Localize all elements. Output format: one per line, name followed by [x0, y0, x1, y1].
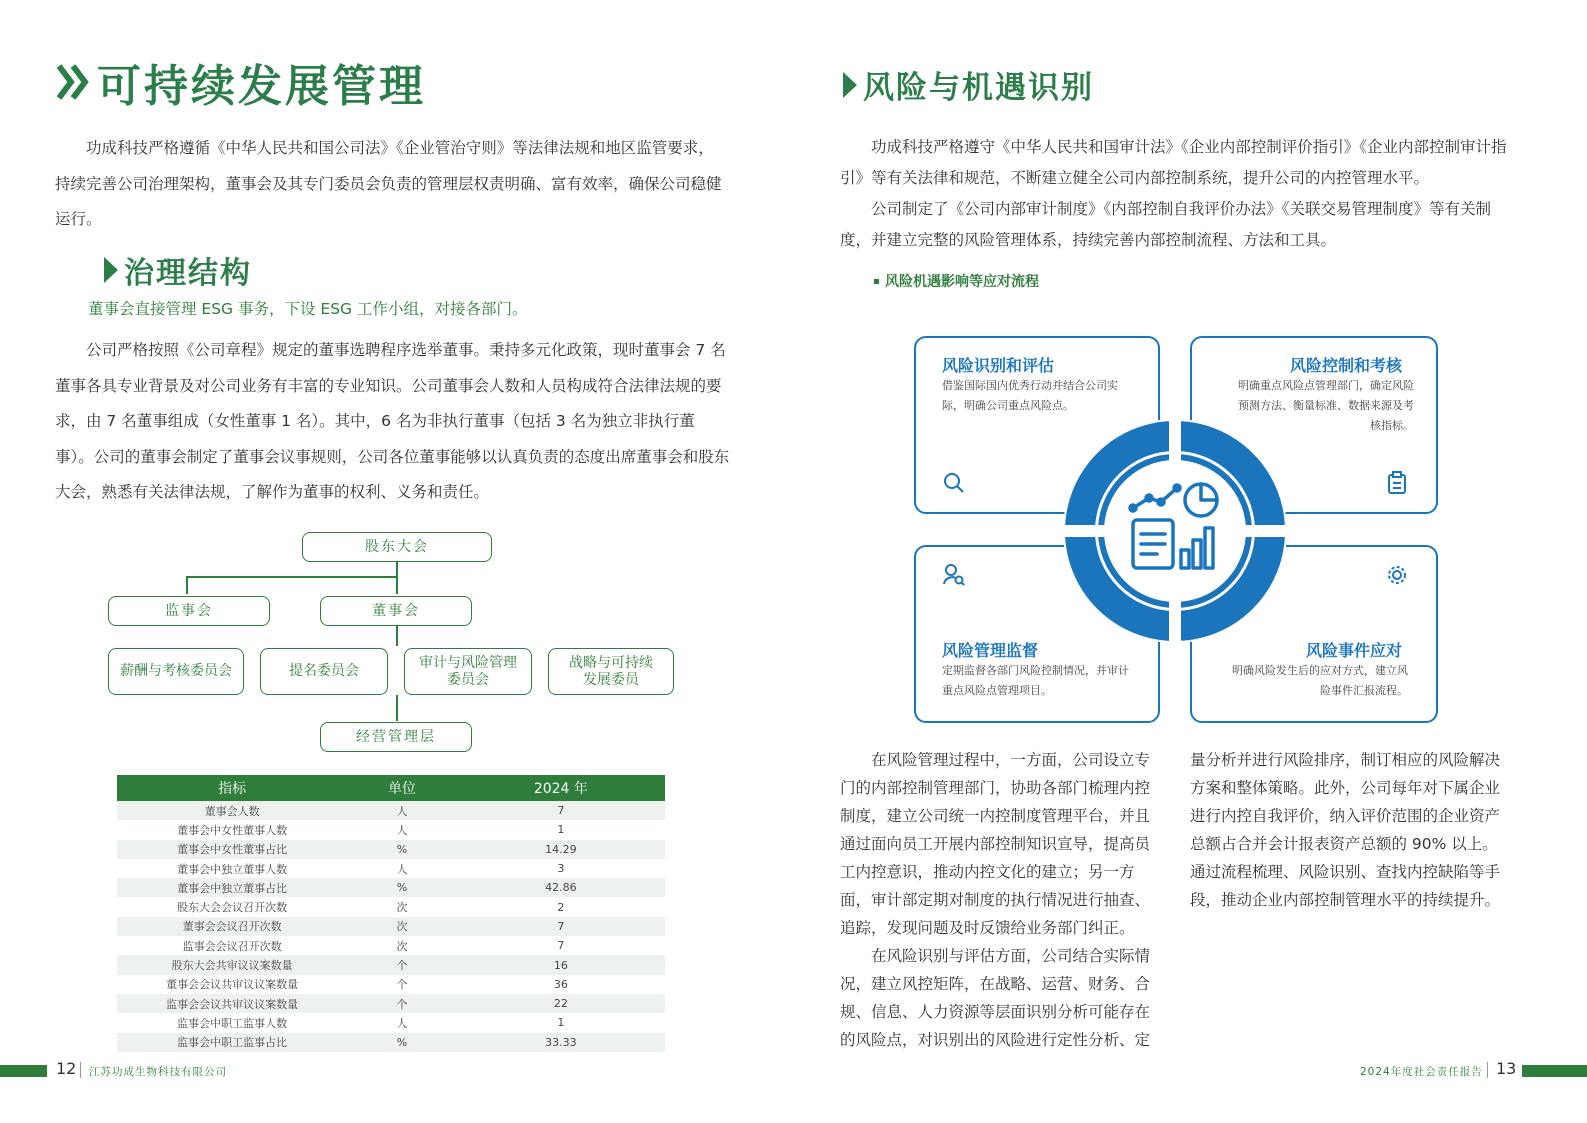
card-title-supervision: 风险管理监督 [942, 641, 1039, 660]
report-title: 2024年度社会责任报告 [1360, 1066, 1483, 1078]
table-row [117, 801, 665, 820]
unit-cell: % [347, 878, 457, 897]
value-cell: 36 [553, 977, 568, 991]
value-cell: 16 [457, 955, 665, 974]
clipboard-icon [1386, 471, 1408, 495]
table-row [117, 936, 665, 955]
value-cell: 1 [557, 1016, 565, 1030]
governance-indicator-table [117, 775, 665, 1052]
gear-icon [1385, 563, 1409, 587]
org-supervisors: 监事会 [108, 596, 270, 626]
indicator-name-cell: 股东大会会议召开次数 [177, 901, 288, 915]
unit-cell: 次 [396, 939, 408, 953]
footer-divider [1487, 1062, 1488, 1078]
indicator-name-cell: 监事会会议共审议议案数量 [117, 994, 347, 1013]
risk-column-2: 量分析并进行风险排序，制订相应的风险解决方案和整体策略。此外，公司每年对下属企业进行内控自我评价，纳入评价范围的企业资产总额占合并会计报表资产总额的 90% 以上。通过流程梳理、风险识别、查找内控缺陷等手段，推动企业内部控制管理水平的持续提升。 [1190, 751, 1501, 909]
table-header: 2024 年 [457, 775, 665, 801]
value-cell: 2 [557, 900, 565, 914]
board-paragraph: 公司严格按照《公司章程》规定的董事选聘程序选举董事。秉持多元化政策，现时董事会 7 名董事各具专业背景及对公司业务有丰富的专业知识。公司董事会人数和人员构成符合法律法规的要求，由 7 名董事组成（女性董事 1 名）。其中，6 名为非执行董事（包括 3 名为独立非执行董事）。公司的董事会制定了董事会议事规则，公司各位董事能够以认真负责的态度出席董事会和股东大会，熟悉有关法律法规，了解作为董事的权利、义务和责任。 [55, 341, 730, 501]
unit-cell: 个 [396, 978, 408, 992]
triangle-bullet-icon [843, 72, 857, 98]
indicator-name-cell: 董事会中独立董事占比 [117, 878, 347, 897]
value-cell: 22 [457, 994, 665, 1013]
card-text-control: 明确重点风险点管理部门，确定风险预测方法、衡量标准、数据来源及考核指标。 [1238, 379, 1414, 432]
company-name: 江苏功成生物科技有限公司 [89, 1066, 227, 1078]
page-number-right: 13 [1496, 1059, 1517, 1078]
indicator-name-cell: 监事会中职工监事人数 [177, 1016, 288, 1030]
right-title-block [843, 62, 1094, 107]
card-title-identification: 风险识别和评估 [942, 356, 1055, 375]
indicator-name-cell: 监事会会议召开次数 [182, 939, 282, 953]
value-cell: 33.33 [457, 1033, 665, 1052]
unit-cell: 人 [396, 862, 408, 876]
org-management: 经营管理层 [320, 722, 472, 752]
indicator-name-cell: 股东大会共审议议案数量 [117, 955, 347, 974]
card-text-supervision: 定期监督各部门风险控制情况，并审计重点风险点管理项目。 [942, 664, 1129, 697]
table-row [117, 820, 665, 839]
risk-column-1: 在风险管理过程中，一方面，公司设立专门的内部控制管理部门，协助各部门梳理内控制度，建立公司统一内控制度管理平台，并且通过面向员工开展内部控制知识宣导，提高员工内控意识，推动内控文化的建立；另一方面，审计部定期对制度的执行情况进行抽查、追踪，发现问题及时反馈给业务部门纠正。 在风险识别与评估方面，公司结合实际情况，建立风控矩阵，在战略、运营、财务、合规、信息、人力资源等层面识别分析可能存在的风险点，对识别出的风险进行定性分析、定 [840, 751, 1151, 1049]
governance-heading [104, 248, 252, 292]
indicator-name-cell: 董事会人数 [117, 801, 347, 820]
table-header: 指标 [117, 775, 347, 801]
indicator-name-cell: 监事会中职工监事占比 [117, 1033, 347, 1052]
org-committee-strategy: 战略与可持续发展委员 [548, 648, 674, 695]
unit-cell: 人 [347, 801, 457, 820]
indicator-name-cell: 董事会中女性董事占比 [117, 840, 347, 859]
table-row [117, 955, 665, 974]
page-number-left: 12 [56, 1059, 77, 1078]
indicator-name-cell: 董事会会议共审议议案数量 [166, 978, 299, 992]
value-cell: 7 [457, 801, 665, 820]
analytics-report-icon [1127, 478, 1223, 574]
esg-highlight: 董事会直接管理 ESG 事务，下设 ESG 工作小组，对接各部门。 [88, 300, 528, 318]
double-chevron-icon [55, 62, 91, 102]
table-row [117, 897, 665, 916]
user-search-icon [942, 563, 966, 587]
value-cell: 42.86 [457, 878, 665, 897]
triangle-bullet-icon [104, 257, 118, 283]
card-title-control: 风险控制和考核 [1290, 356, 1403, 375]
unit-cell: 次 [347, 917, 457, 936]
card-title-response: 风险事件应对 [1306, 641, 1403, 660]
value-cell: 7 [557, 939, 565, 953]
table-row [117, 840, 665, 859]
right-footer-bar [1522, 1065, 1587, 1077]
section-title: 治理结构 [124, 256, 252, 291]
left-footer-bar [0, 1065, 47, 1077]
table-row [117, 859, 665, 878]
org-board: 董事会 [320, 596, 472, 626]
table-row [117, 1013, 665, 1032]
org-shareholders: 股东大会 [302, 532, 492, 562]
subhead-text: 风险机遇影响等应对流程 [885, 274, 1039, 290]
table-row [117, 917, 665, 936]
value-cell: 1 [557, 823, 565, 837]
table-row [117, 975, 665, 994]
org-committee-audit: 审计与风险管理委员会 [404, 648, 532, 695]
value-cell: 7 [457, 917, 665, 936]
table-row [117, 1033, 665, 1052]
indicator-name-cell: 董事会中女性董事人数 [177, 823, 288, 837]
magnifier-icon [942, 471, 966, 495]
card-text-response: 明确风险发生后的应对方式，建立风险事件汇报流程。 [1232, 664, 1408, 697]
unit-cell: % [347, 840, 457, 859]
unit-cell: 人 [396, 1016, 408, 1030]
value-cell: 3 [557, 862, 565, 876]
unit-cell: 人 [396, 823, 408, 837]
value-cell: 14.29 [457, 840, 665, 859]
table-header: 单位 [347, 775, 457, 801]
left-page-title-block [55, 50, 426, 114]
table-row [117, 994, 665, 1013]
indicator-name-cell: 董事会中独立董事人数 [177, 862, 288, 876]
card-text-identification: 借鉴国际国内优秀行动并结合公司实际，明确公司重点风险点。 [942, 379, 1118, 412]
page-title: 可持续发展管理 [97, 61, 426, 112]
intro-paragraph: 功成科技严格遵循《中华人民共和国公司法》《企业管治守则》等法律法规和地区监管要求，持续完善公司治理架构，董事会及其专门委员会负责的管理层权责明确、富有效率，确保公司稳健运行。 [55, 139, 722, 228]
org-committee-nomination: 提名委员会 [260, 648, 388, 695]
unit-cell: 次 [396, 901, 408, 915]
right-intro: 功成科技严格遵守《中华人民共和国审计法》《企业内部控制评价指引》《企业内部控制审计指引》等有关法律和规范，不断建立健全公司内部控制系统，提升公司的内控管理水平。 公司制定了《公司内部审计制度》《内部控制自我评价办法》《关联交易管理制度》等有关制度，并建立完整的风险管理体系，持续完善内部控制流程、方法和工具。 [840, 138, 1507, 249]
unit-cell: 个 [347, 994, 457, 1013]
square-bullet-icon [874, 279, 879, 284]
indicator-name-cell: 董事会会议召开次数 [117, 917, 347, 936]
footer-divider [80, 1062, 81, 1078]
table-row [117, 878, 665, 897]
process-subheading [874, 271, 1039, 291]
unit-cell: % [347, 1033, 457, 1052]
org-committee-remuneration: 薪酬与考核委员会 [108, 648, 244, 695]
table-header-row [117, 775, 665, 801]
unit-cell: 个 [347, 955, 457, 974]
right-section-title: 风险与机遇识别 [863, 70, 1094, 106]
